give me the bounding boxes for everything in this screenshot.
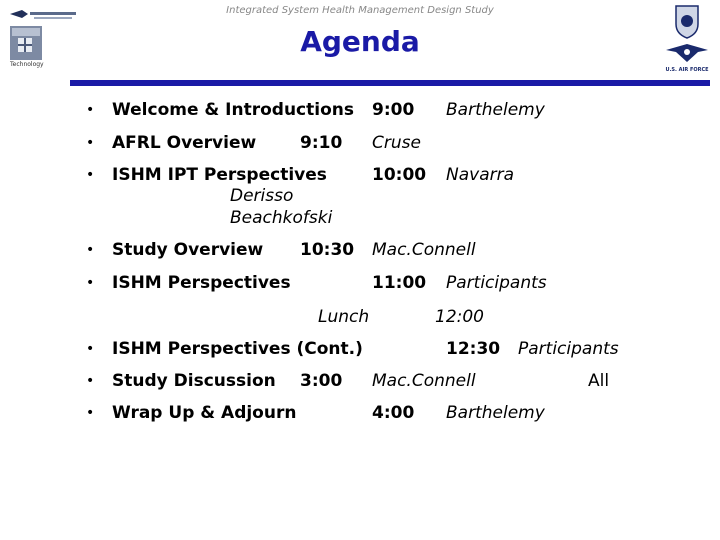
agenda-item-time: 10:00 (372, 165, 427, 185)
air-force-logo (662, 4, 712, 74)
page-title: Agenda (300, 25, 420, 58)
agenda-item-time: 12:30 (446, 339, 501, 359)
agenda-item-label: Study Overview (112, 240, 264, 260)
agenda-item-time: 4:00 (372, 403, 415, 423)
lunch-label: Lunch (318, 307, 370, 327)
agenda-item-speaker: Cruse (372, 133, 421, 153)
bullet: • (86, 373, 95, 389)
agenda-item-speaker: Barthelemy (446, 403, 545, 423)
agenda-item-time: 9:10 (300, 133, 343, 153)
title-divider (70, 80, 710, 86)
bullet: • (86, 135, 95, 151)
agenda-item-time: 9:00 (372, 100, 415, 120)
agenda-item-label: Welcome & Introductions (112, 100, 354, 120)
agenda-item-time: 3:00 (300, 371, 343, 391)
agenda-item-speaker: Participants (518, 339, 619, 359)
bullet: • (86, 405, 95, 421)
company-logo (8, 6, 78, 72)
agenda-item-label: Study Discussion (112, 371, 276, 391)
bullet: • (86, 102, 95, 118)
agenda-item-speaker: Participants (446, 273, 547, 293)
air-force-logo-text: U.S. AIR FORCE (665, 67, 709, 73)
agenda-item-label: ISHM IPT Perspectives (112, 165, 327, 185)
company-logo-text: Technology (10, 61, 44, 68)
agenda-item-label: Wrap Up & Adjourn (112, 403, 297, 423)
agenda-item-time: 11:00 (372, 273, 427, 293)
lunch-time: 12:00 (435, 307, 484, 327)
agenda-item-speaker: Navarra (446, 165, 515, 185)
bullet: • (86, 242, 95, 258)
agenda-item-label: ISHM Perspectives (Cont.) (112, 339, 363, 359)
agenda-item-label: ISHM Perspectives (112, 273, 291, 293)
bullet: • (86, 341, 95, 357)
agenda-item-speaker: Derisso (230, 186, 294, 206)
agenda-item-speaker: Mac.Connell (372, 371, 476, 391)
bullet: • (86, 167, 95, 183)
agenda-item-time: 10:30 (300, 240, 355, 260)
agenda-item-speaker: Mac.Connell (372, 240, 476, 260)
agenda-item-label: AFRL Overview (112, 133, 257, 153)
bullet: • (86, 275, 95, 291)
header-subtitle: Integrated System Health Management Design Study (226, 5, 494, 16)
agenda-item-speaker: Barthelemy (446, 100, 545, 120)
agenda-item-note: All (588, 371, 610, 391)
agenda-item-speaker: Beachkofski (230, 208, 333, 228)
